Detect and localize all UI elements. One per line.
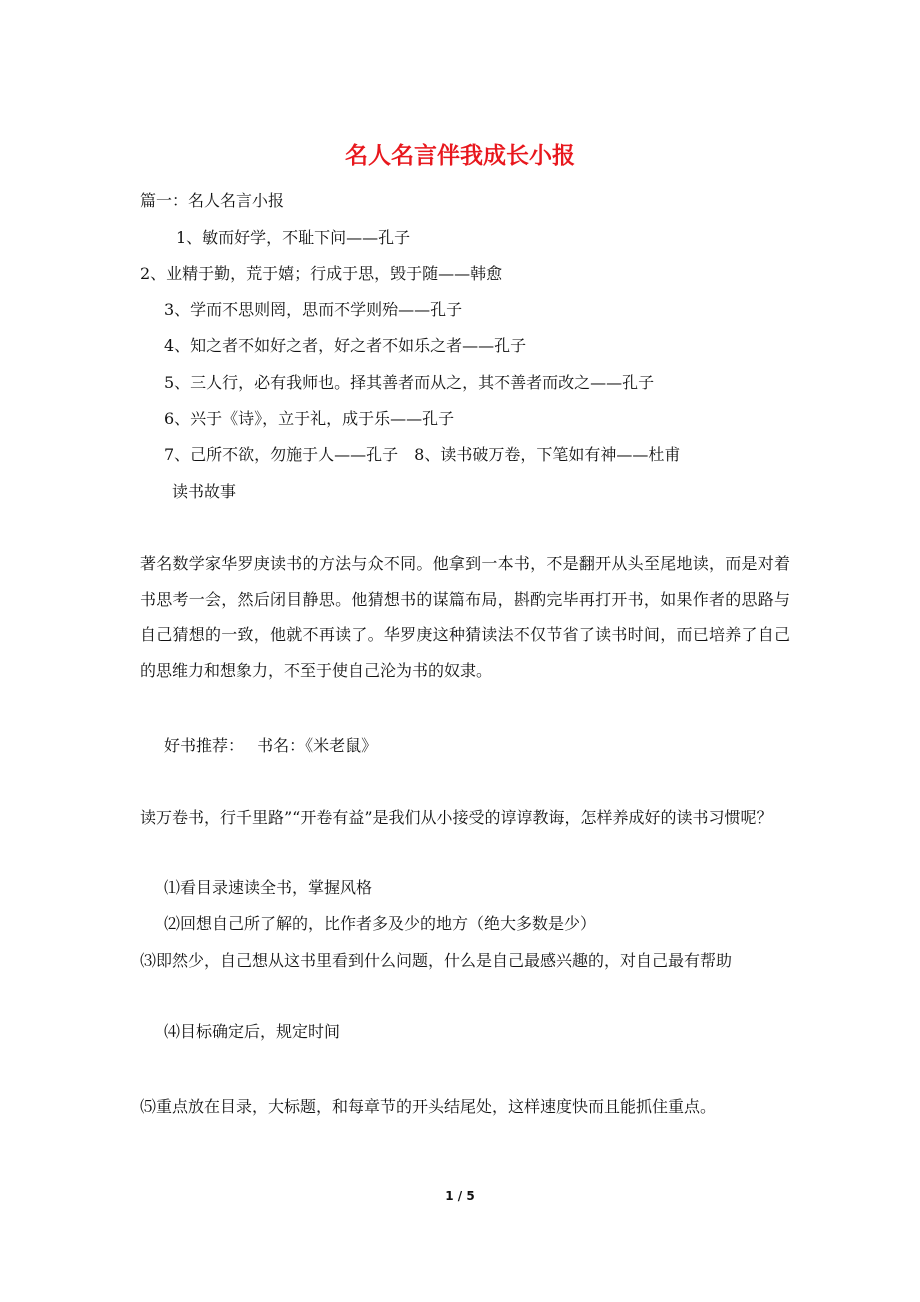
quote-item: 4、知之者不如好之者，好之者不如乐之者——孔子 [164, 336, 527, 355]
story-heading: 读书故事 [172, 482, 237, 501]
quote-item: 7、己所不欲，勿施于人——孔子 8、读书破万卷，下笔如有神——杜甫 [164, 445, 681, 464]
story-paragraph: 著名数学家华罗庚读书的方法与众不同。他拿到一本书，不是翻开从头至尾地读，而是对着书思考一会，然后闭目静思。他猜想书的谋篇布局，斟酌完毕再打开书，如果作者的思路与自己猜想的一致，他就不再读了。华罗庚这种猜读法不仅节省了读书时间，而已培养了自己的思维力和想象力，不至于使自己沦为书的奴隶。 [140, 554, 790, 680]
document-title: 名人名言伴我成长小报 [345, 143, 575, 169]
quote-item: 2、业精于勤，荒于嬉；行成于思，毁于随——韩愈 [140, 264, 503, 283]
section-heading: 篇一：名人名言小报 [140, 191, 285, 210]
step-item: ⑸重点放在目录，大标题，和每章节的开头结尾处，这样速度快而且能抓住重点。 [140, 1097, 717, 1116]
quote-item: 5、三人行，必有我师也。择其善者而从之，其不善者而改之——孔子 [164, 373, 655, 392]
page-number: 1 / 5 [445, 1189, 475, 1203]
step-item: ⑷目标确定后，规定时间 [164, 1022, 341, 1041]
quote-item: 1、敏而好学，不耻下问——孔子 [176, 228, 411, 247]
step-item: ⑴看目录速读全书，掌握风格 [164, 878, 373, 897]
habit-paragraph: 读万卷书，行千里路”“开卷有益”是我们从小接受的谆谆教诲，怎样养成好的读书习惯呢？ [140, 808, 773, 827]
quote-item: 3、学而不思则罔，思而不学则殆——孔子 [164, 300, 463, 319]
step-item: ⑶即然少，自己想从这书里看到什么问题，什么是自己最感兴趣的，对自己最有帮助 [140, 951, 733, 970]
book-recommendation: 好书推荐： 书名：《米老鼠》 [164, 736, 378, 755]
step-item: ⑵回想自己所了解的，比作者多及少的地方（绝大多数是少） [164, 914, 597, 933]
quote-item: 6、兴于《诗》，立于礼，成于乐——孔子 [164, 409, 455, 428]
